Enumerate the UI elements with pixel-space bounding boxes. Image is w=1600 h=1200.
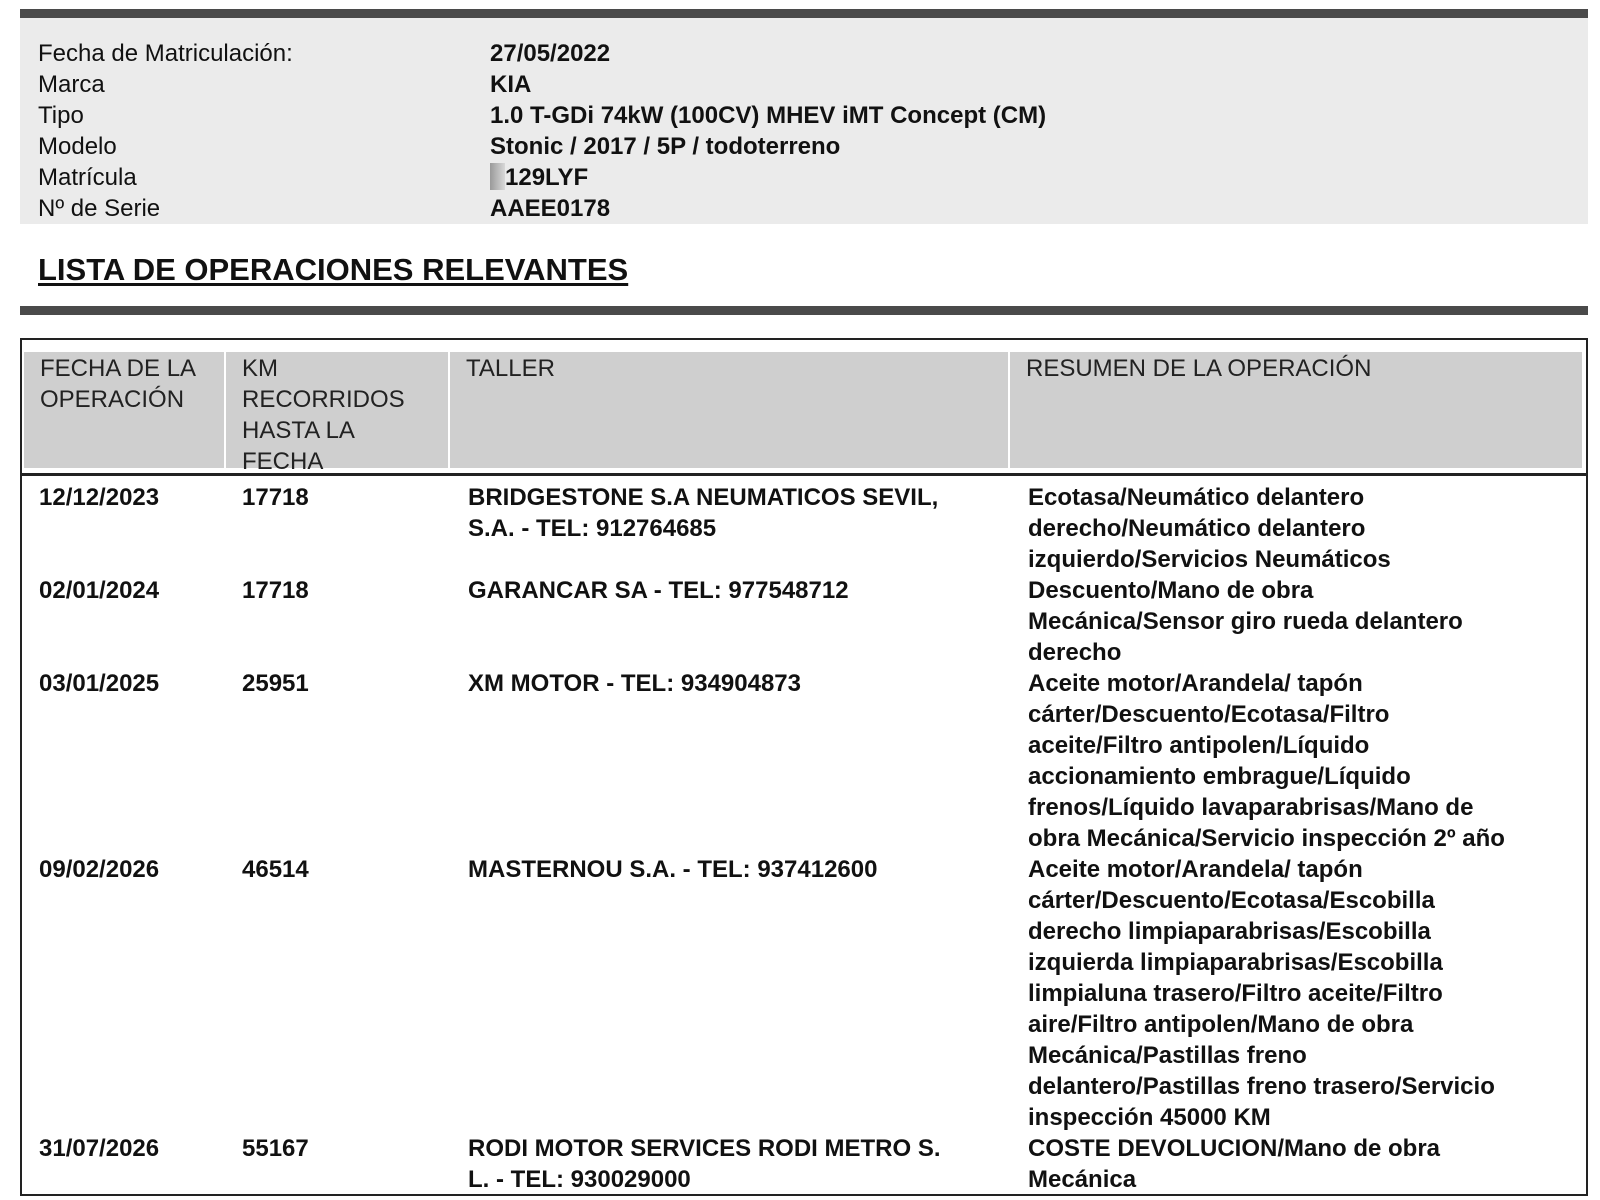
row-resumen: Aceite motor/Arandela/ tapón cárter/Descuento/Ecotasa/Filtro aceite/Filtro antipolen/Líquido accionamiento embrague/Líquido frenos/Líquido lavaparabrisas/Mano de obra Mecánica/Servicio inspección 2º año (1028, 670, 1505, 852)
header-km: KM RECORRIDOS HASTA LA FECHA (226, 352, 448, 468)
row-km: 55167 (242, 1135, 309, 1162)
field-label: Tipo (38, 102, 84, 129)
operations-table (20, 338, 1588, 1196)
registration-date-value: 27/05/2022 (490, 40, 611, 67)
model-row (38, 131, 1578, 162)
table-header (22, 340, 1586, 476)
row-km: 46514 (242, 856, 309, 883)
serial-value: AAEE0178 (490, 195, 611, 222)
model-value: Stonic / 2017 / 5P / todoterreno (490, 133, 841, 160)
row-taller: MASTERNOU S.A. - TEL: 937412600 (468, 856, 878, 883)
vehicle-info-panel (20, 18, 1588, 224)
row-date: 09/02/2026 (39, 856, 160, 883)
row-taller: RODI MOTOR SERVICES RODI METRO S. L. - TEL: 930029000 (468, 1135, 941, 1193)
field-label: Matrícula (38, 164, 137, 191)
field-label: Fecha de Matriculación: (38, 40, 293, 67)
type-value: 1.0 T-GDi 74kW (100CV) MHEV iMT Concept (CM) (490, 102, 1047, 129)
header-resumen: RESUMEN DE LA OPERACIÓN (1010, 352, 1582, 468)
row-km: 17718 (242, 577, 309, 604)
row-date: 02/01/2024 (39, 577, 160, 604)
plate-value: 129LYF (505, 164, 589, 191)
header-taller: TALLER (450, 352, 1008, 468)
type-row (38, 100, 1578, 131)
row-date: 12/12/2023 (39, 484, 160, 511)
row-resumen: Descuento/Mano de obra Mecánica/Sensor giro rueda delantero derecho (1028, 577, 1463, 666)
brand-row (38, 69, 1578, 100)
row-resumen: Ecotasa/Neumático delantero derecho/Neumático delantero izquierdo/Servicios Neumáticos (1028, 484, 1391, 573)
top-divider (20, 9, 1588, 18)
row-taller: GARANCAR SA - TEL: 977548712 (468, 577, 849, 604)
registration-date-row (38, 38, 1578, 69)
row-resumen: Aceite motor/Arandela/ tapón cárter/Descuento/Ecotasa/Escobilla derecho limpiaparabrisas/Escobilla izquierda limpiaparabrisas/Escobilla limpialuna trasero/Filtro aceite/Filtro aire/Filtro antipolen/Mano de obra Mecánica/Pastillas freno delantero/Pastillas freno trasero/Servicio inspección 45000 KM (1028, 856, 1495, 1131)
section-divider (20, 306, 1588, 315)
row-km: 25951 (242, 670, 309, 697)
row-date: 31/07/2026 (39, 1135, 160, 1162)
section-title: LISTA DE OPERACIONES RELEVANTES (38, 252, 629, 287)
field-label: Marca (38, 71, 105, 98)
plate-value-wrapper (490, 162, 588, 193)
serial-row (38, 193, 1578, 224)
header-fecha: FECHA DE LA OPERACIÓN (24, 352, 224, 468)
field-label: Nº de Serie (38, 195, 161, 222)
redaction-mark (490, 163, 505, 190)
row-taller: XM MOTOR - TEL: 934904873 (468, 670, 801, 697)
row-km: 17718 (242, 484, 309, 511)
plate-row (38, 162, 1578, 193)
row-date: 03/01/2025 (39, 670, 160, 697)
row-resumen: COSTE DEVOLUCION/Mano de obra Mecánica (1028, 1135, 1441, 1193)
brand-value: KIA (490, 71, 532, 98)
row-taller: BRIDGESTONE S.A NEUMATICOS SEVIL, S.A. - TEL: 912764685 (468, 484, 939, 542)
field-label: Modelo (38, 133, 117, 160)
